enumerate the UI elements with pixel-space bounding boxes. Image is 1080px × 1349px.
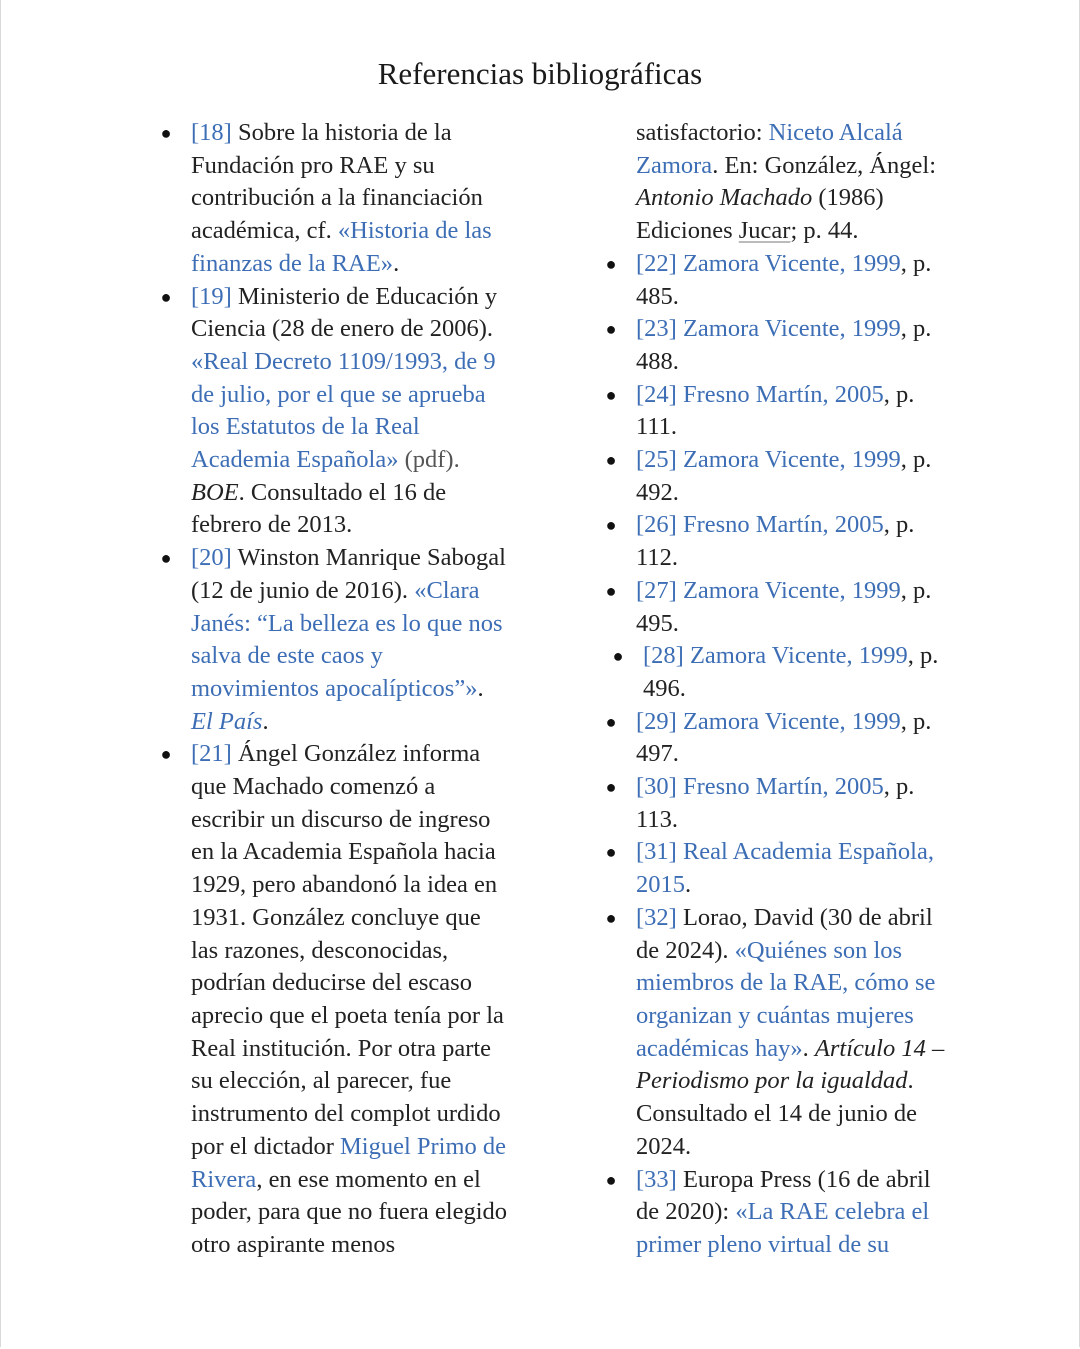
references-column-right	[605, 117, 956, 1262]
ref-20-number-link[interactable]: [20]	[191, 544, 232, 572]
ref-31-end: .	[685, 871, 692, 899]
ref-30-end: , p. 113.	[636, 773, 915, 833]
ref-21c-text4: ; p. 44.	[790, 217, 859, 245]
ref-30-link[interactable]: [30] Fresno Martín, 2005	[636, 773, 884, 801]
ref-20-sep: .	[477, 674, 484, 702]
ref-21-number-link[interactable]: [21]	[191, 740, 232, 768]
ref-32-link[interactable]: «Quiénes son los miembros de la RAE, cómo se organizan y cuántas mujeres académicas hay»	[636, 936, 936, 1062]
ref-21c-text: satisfactorio:	[636, 119, 769, 146]
reference-32	[605, 902, 956, 1164]
ref-21c-book: Antonio Machado	[636, 184, 813, 212]
bullet-icon: ●	[605, 253, 617, 274]
reference-31	[605, 836, 956, 901]
bullet-icon: ●	[605, 1169, 617, 1190]
ref-27-link[interactable]: [27] Zamora Vicente, 1999	[636, 576, 901, 604]
ref-29-end: , p. 497.	[636, 707, 932, 768]
ref-19-text: Ministerio de Educación y Ciencia (28 de enero de 2006).	[191, 282, 498, 343]
ref-32-text: Lorao, David (30 de abril de 2024).	[636, 903, 933, 964]
bullet-icon: ●	[605, 319, 617, 340]
reference-21	[160, 738, 511, 1261]
ref-21c-link[interactable]: Niceto Alcalá Zamora	[636, 119, 903, 179]
ref-23-link[interactable]: [23] Zamora Vicente, 1999	[636, 315, 901, 343]
ref-19-end: . Consultado el 16 de febrero de 2013.	[191, 478, 447, 539]
ref-33-number-link[interactable]: [33]	[636, 1165, 677, 1193]
ref-20-source-link[interactable]: El País	[191, 707, 263, 735]
ref-22-end: , p. 485.	[636, 249, 932, 310]
ref-21c-publisher: Jucar	[738, 217, 791, 245]
reference-20	[160, 542, 511, 738]
bullet-icon: ●	[605, 711, 617, 732]
ref-21c-text2: . En: González, Ángel:	[712, 151, 937, 179]
ref-32-sep: .	[802, 1034, 815, 1062]
ref-29-link[interactable]: [29] Zamora Vicente, 1999	[636, 707, 901, 735]
reference-list	[605, 117, 956, 1262]
ref-26-link[interactable]: [26] Fresno Martín, 2005	[636, 511, 884, 539]
ref-33-text: Europa Press (16 de abril de 2020):	[636, 1165, 931, 1226]
bullet-icon: ●	[160, 744, 172, 765]
ref-18-number-link[interactable]: [18]	[191, 119, 232, 146]
ref-25-link[interactable]: [25] Zamora Vicente, 1999	[636, 446, 901, 474]
ref-19-number-link[interactable]: [19]	[191, 282, 232, 310]
ref-24-end: , p. 111.	[636, 380, 915, 441]
ref-19-link[interactable]: «Real Decreto 1109/1993, de 9 de julio, por el que se aprueba los Estatutos de la Real Academia Española»	[191, 347, 496, 474]
references-column-left	[160, 117, 511, 1262]
bullet-icon: ●	[605, 384, 617, 405]
ref-28-link[interactable]: [28] Zamora Vicente, 1999	[643, 642, 908, 670]
ref-28-end: , p. 496.	[643, 642, 939, 702]
ref-18-end: .	[393, 249, 400, 277]
reference-list	[160, 117, 511, 1262]
reference-25	[605, 444, 956, 509]
reference-24	[605, 379, 956, 444]
reference-27	[605, 575, 956, 640]
ref-21-text-cont: , en ese momento en el poder, para que no fuera elegido otro aspirante menos	[191, 1165, 508, 1258]
ref-20-link[interactable]: «Clara Janés: “La belleza es lo que nos salva de este caos y movimientos apocalípticos”»	[191, 576, 503, 702]
ref-21c-text3: (1986) Ediciones	[636, 184, 884, 245]
ref-25-end: , p. 492.	[636, 446, 932, 506]
ref-26-end: , p. 112.	[636, 511, 915, 572]
ref-19-pdf: (pdf).	[398, 446, 460, 474]
ref-19-source: BOE	[191, 478, 239, 506]
reference-26	[605, 509, 956, 574]
ref-18-link[interactable]: «Historia de las finanzas de la RAE»	[191, 217, 492, 277]
reference-18	[160, 117, 511, 281]
bullet-icon: ●	[160, 123, 172, 143]
reference-23	[605, 313, 956, 378]
ref-20-text: Winston Manrique Sabogal (12 de junio de 2016).	[191, 544, 506, 604]
ref-23-end: , p. 488.	[636, 315, 932, 375]
bullet-icon: ●	[605, 907, 617, 928]
bullet-icon: ●	[605, 580, 617, 601]
bullet-icon: ●	[605, 777, 617, 798]
ref-18-text: Sobre la historia de la Fundación pro RAE y su contribución a la financiación académica, cf.	[191, 119, 483, 245]
reference-19	[160, 281, 511, 543]
ref-21-text: Ángel González informa que Machado comenzó a escribir un discurso de ingreso en la Academia Española hacia 1929, pero abandonó la idea en 1931. González concluye que las razones, desconocidas, podrían deducirse del escaso aprecio que el poeta tenía por la Real institución. Por otra parte su elección, al parecer, fue instrumento del complot urdido por el dictador	[191, 740, 504, 1160]
bullet-icon: ●	[605, 842, 617, 863]
bullet-icon: ●	[160, 548, 172, 569]
ref-21-link[interactable]: Miguel Primo de Rivera	[191, 1132, 507, 1193]
ref-32-end: . Consultado el 14 de junio de 2024.	[636, 1067, 918, 1160]
bullet-icon: ●	[612, 646, 624, 667]
reference-28	[612, 640, 956, 705]
reference-33	[605, 1164, 956, 1262]
page-title: Referencias bibliográficas	[377, 56, 703, 91]
ref-32-source: Artículo 14 – Periodismo por la igualdad	[636, 1034, 945, 1095]
bullet-icon: ●	[605, 450, 617, 471]
bullet-icon: ●	[160, 286, 172, 307]
ref-20-end: .	[262, 707, 269, 735]
ref-27-end: , p. 495.	[636, 576, 932, 637]
reference-21-continued	[636, 117, 956, 248]
reference-29	[605, 706, 956, 771]
ref-32-number-link[interactable]: [32]	[636, 903, 677, 931]
reference-30	[605, 771, 956, 836]
ref-33-link[interactable]: «La RAE celebra el primer pleno virtual de su	[636, 1198, 930, 1258]
reference-22	[605, 248, 956, 313]
bullet-icon: ●	[605, 515, 617, 536]
ref-22-link[interactable]: [22] Zamora Vicente, 1999	[636, 249, 901, 277]
ref-31-link[interactable]: [31] Real Academia Española, 2015	[636, 838, 934, 899]
ref-24-link[interactable]: [24] Fresno Martín, 2005	[636, 380, 884, 408]
